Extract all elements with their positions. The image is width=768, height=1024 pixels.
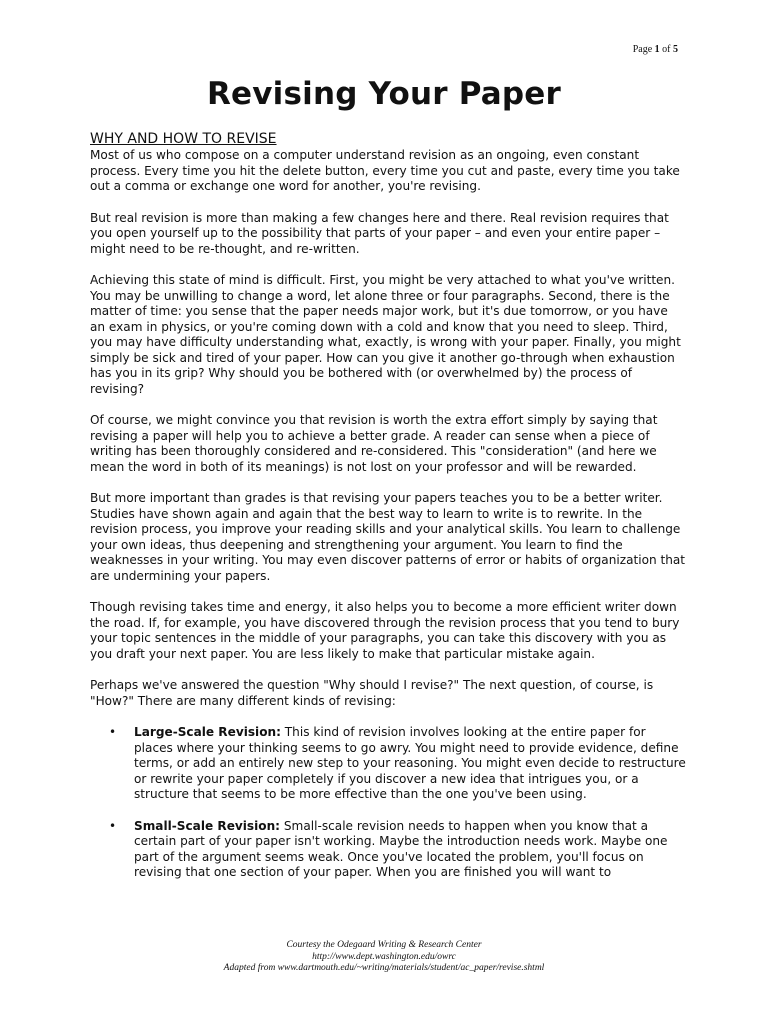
revision-types-list: [90, 725, 686, 881]
paragraph-4: Of course, we might convince you that revision is worth the extra effort simply by saying that revising a paper will help you to achieve a better grade. A reader can sense when a piece of writing has been thoroughly considered and re-considered. This "consideration" (and here we mean the word in both of its meanings) is not lost on your professor and will be rewarded.: [90, 413, 658, 474]
paragraph-7: Perhaps we've answered the question "Why should I revise?" The next question, of course, is "How?" There are many different kinds of revising:: [90, 678, 654, 708]
list-item-term: Small-Scale Revision:: [134, 818, 281, 833]
list-item-large-scale: [134, 725, 686, 803]
document-body: [90, 130, 686, 897]
page-total: 5: [673, 44, 678, 55]
document-title: Revising Your Paper: [206, 76, 562, 112]
page-current: 1: [654, 44, 660, 55]
paragraph-6: Though revising takes time and energy, it also helps you to become a more efficient writer down the road. If, for example, you have discovered through the revision process that you tend to bury your topic sentences in the middle of your paragraphs, you can take this discovery with you as you draft your next paper. You are less likely to make that particular mistake again.: [90, 600, 680, 661]
paragraph-3: Achieving this state of mind is difficult. First, you might be very attached to what you've written. You may be unwilling to change a word, let alone three or four paragraphs. Second, there is the matter of time: you sense that the paper needs major work, but it's due tomorrow, or you have an exam in physics, or you're coming down with a cold and know that you need to sleep. Third, you may have difficulty understanding what, exactly, is wrong with your paper. Finally, you might simply be sick and tired of your paper. How can you give it another go-through when exhaustion has you in its grip? Why should you be bothered with (or overwhelmed by) the process of revising?: [90, 273, 681, 396]
paragraph-2: But real revision is more than making a few changes here and there. Real revision requires that you open yourself up to the possibility that parts of your paper – and even your entire paper – might need to be re-thought, and re-written.: [90, 210, 669, 256]
section-heading: WHY AND HOW TO REVISE: [90, 131, 277, 147]
paragraph-5: But more important than grades is that revising your papers teaches you to be a better writer. Studies have shown again and again that the best way to learn to write is to rewrite. In the revision process, you improve your reading skills and your analytical skills. You learn to challenge your own ideas, thus deepening and strengthening your argument. You learn to find the weaknesses in your writing. You may even discover patterns of error or habits of organization that are undermining your papers.: [90, 491, 686, 583]
paragraph-1: Most of us who compose on a computer understand revision as an ongoing, even constant process. Every time you hit the delete button, every time you cut and paste, every time you take out a comma or exchange one word for another, you're revising.: [90, 148, 680, 193]
list-item-term: Large-Scale Revision:: [134, 725, 281, 739]
footer-credit: Courtesy the Odegaard Writing & Research Center: [286, 940, 482, 950]
list-item-text: Small-scale revision needs to happen when you know that a certain part of your paper isn't working. Maybe the introduction needs work. Maybe one part of the argument seems weak. Once you've located the problem, you'll focus on revising that one section of your paper. When you are finished you will want to: [134, 818, 668, 879]
footer-source: Adapted from www.dartmouth.edu/~writing/materials/student/ac_paper/revise.shtml: [223, 963, 545, 973]
list-item-text: This kind of revision involves looking at the entire paper for places where your thinking seems to go awry. You might need to provide evidence, define terms, or add an entirely new step to your reasoning. You might even decide to restructure or rewrite your paper completely if you discover a new idea that intrigues you, or a structure that seems to be more effective than the one you've been using.: [134, 725, 686, 801]
page-number: Page 1 of 5: [632, 44, 678, 55]
page-footer: [0, 940, 768, 975]
footer-url: http://www.dept.washington.edu/owrc: [312, 951, 456, 962]
list-item-small-scale: [134, 819, 686, 881]
